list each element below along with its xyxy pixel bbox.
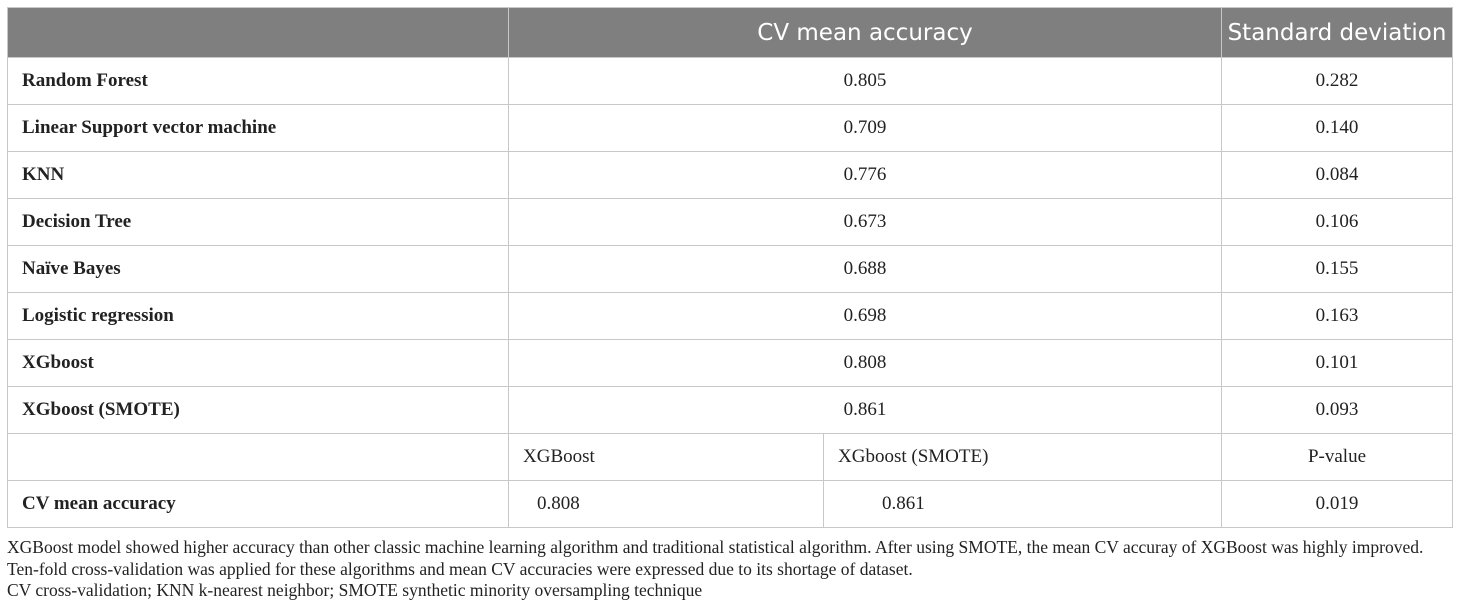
table-row <box>8 199 1453 246</box>
sd-value: 0.140 <box>1222 105 1453 152</box>
header-model-cell <box>8 8 509 58</box>
model-name: XGboost <box>8 340 509 387</box>
model-name: Random Forest <box>8 58 509 105</box>
comparison-header-empty <box>8 434 509 481</box>
sd-value: 0.282 <box>1222 58 1453 105</box>
model-name: Naïve Bayes <box>8 246 509 293</box>
table-row <box>8 340 1453 387</box>
comparison-xgboost-value: 0.808 <box>509 481 824 528</box>
comparison-row <box>8 481 1453 528</box>
cv-mean-value: 0.776 <box>509 152 1222 199</box>
model-name: Decision Tree <box>8 199 509 246</box>
sd-value: 0.163 <box>1222 293 1453 340</box>
comparison-xgboost-smote-value: 0.861 <box>824 481 1222 528</box>
table-row <box>8 105 1453 152</box>
model-name: Linear Support vector machine <box>8 105 509 152</box>
model-name: Logistic regression <box>8 293 509 340</box>
model-name: XGboost (SMOTE) <box>8 387 509 434</box>
cv-mean-value: 0.698 <box>509 293 1222 340</box>
cv-mean-value: 0.861 <box>509 387 1222 434</box>
cv-mean-value: 0.673 <box>509 199 1222 246</box>
comparison-row-label: CV mean accuracy <box>8 481 509 528</box>
cv-mean-value: 0.805 <box>509 58 1222 105</box>
comparison-header-p-value: P-value <box>1222 434 1453 481</box>
table-row <box>8 246 1453 293</box>
sd-value: 0.101 <box>1222 340 1453 387</box>
model-name: KNN <box>8 152 509 199</box>
sd-value: 0.093 <box>1222 387 1453 434</box>
comparison-p-value: 0.019 <box>1222 481 1453 528</box>
footnote-abbreviations: CV cross-validation; KNN k-nearest neighbor; SMOTE synthetic minority oversampling technique <box>7 580 703 600</box>
cv-mean-value: 0.709 <box>509 105 1222 152</box>
comparison-header-row <box>8 434 1453 481</box>
sd-value: 0.084 <box>1222 152 1453 199</box>
header-standard-deviation: Standard deviation <box>1222 8 1453 58</box>
table-footnotes <box>7 537 1453 602</box>
cv-mean-value: 0.688 <box>509 246 1222 293</box>
table-row <box>8 58 1453 105</box>
comparison-header-xgboost-smote: XGboost (SMOTE) <box>824 434 1222 481</box>
table-row <box>8 387 1453 434</box>
results-table <box>7 7 1453 528</box>
table-header-row <box>8 8 1453 58</box>
sd-value: 0.155 <box>1222 246 1453 293</box>
table-row <box>8 152 1453 199</box>
results-table-wrapper <box>7 7 1452 528</box>
footnote-text: XGBoost model showed higher accuracy than other classic machine learning algorithm and traditional statistical algorithm. After using SMOTE, the mean CV accuray of XGBoost was highly improved. Ten-fold cross-validation was applied for these algorithms and mean CV accuracies were expressed due to its shortage of dataset. <box>7 537 1424 579</box>
table-row <box>8 293 1453 340</box>
header-cv-mean-accuracy: CV mean accuracy <box>509 8 1222 58</box>
sd-value: 0.106 <box>1222 199 1453 246</box>
comparison-header-xgboost: XGBoost <box>509 434 824 481</box>
cv-mean-value: 0.808 <box>509 340 1222 387</box>
